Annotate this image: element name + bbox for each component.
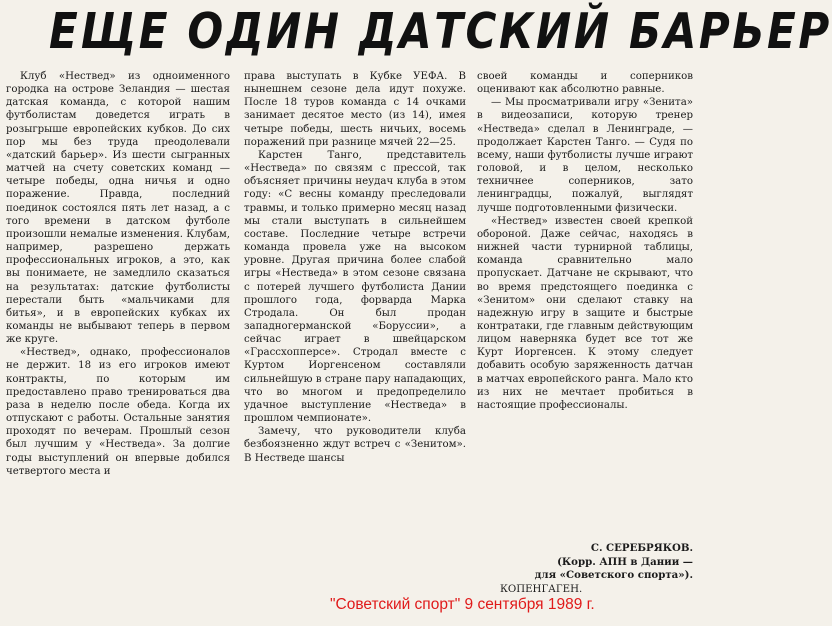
source-caption: "Советский спорт" 9 сентября 1989 г. xyxy=(330,596,595,613)
correspondent-line: для «Советского спорта»). xyxy=(534,569,693,581)
headline: ЕЩЕ ОДИН ДАТСКИЙ БАРЬЕР xyxy=(49,3,832,60)
article-column-1 xyxy=(6,70,230,478)
paragraph: Замечу, что руководители клуба безбоязненно ждут встреч с «Зенитом». В Нестведе шансы xyxy=(244,426,466,464)
article-column-3 xyxy=(477,70,693,412)
dateline-city: КОПЕНГАГЕН. xyxy=(500,584,583,595)
paragraph: — Мы просматривали игру «Зенита» в видеозаписи, которую тренер «Нестведа» сделал в Ленинграде, — продолжает Карстен Танго. — Судя по всему, наши футболисты лучше играют головой, и в целом, несколько техничнее соперников, зато ленинградцы, пожалуй, выглядят лучше подготовленными физически. xyxy=(477,97,693,214)
correspondent-line: (Корр. АПН в Дании — xyxy=(557,556,693,568)
paragraph: своей команды и соперников оценивают как абсолютно равные. xyxy=(477,71,693,96)
paragraph: Клуб «Нествед» из одноименного городка на острове Зеландия — шестая датская команда, с которой нашим футболистам доведется играть в розыгрыше европейских кубков. До сих пор мы без труда преодолевали «датский барьер». Из шести сыгранных матчей на счету советских команд — четыре победы, одна ничья и одно поражение. Правда, последний поединок состоялся пять лет назад, а с того времени в датском футболе произошли немалые изменения. Клубам, например, разрешено держать профессиональных игроков, а это, как вы понимаете, не замедлило сказаться на результатах: датские футболисты перестали быть «мальчиками для битья», и в европейских кубках их команды не выбывают теперь в первом же круге. xyxy=(6,71,230,346)
paragraph: права выступать в Кубке УЕФА. В нынешнем сезоне дела идут похуже. После 18 туров команда с 14 очками занимает десятое место (из 14), имея четыре победы, шесть ничьих, восемь поражений при разнице мячей 22—25. xyxy=(244,71,466,148)
author-signature: С. СЕРЕБРЯКОВ. xyxy=(590,542,693,554)
paragraph: «Нествед», однако, профессионалов не держит. 18 из его игроков имеют контракты, по которым им предоставлено право тренироваться два раза в неделю после обеда. Когда их отпускают с работы. Остальные занятия проходят по вечерам. Прошлый сезон был лучшим у «Нестведа». За долгие годы выступлений он впервые добился четвертого места и xyxy=(6,347,230,477)
article-column-2 xyxy=(244,70,466,465)
paragraph: Карстен Танго, представитель «Нестведа» по связям с прессой, так объясняет причины неудач клуба в этом году: «С весны команду преследовали травмы, и только примерно месяц назад мы стали выступать в сильнейшем составе. Последние четыре встречи команда провела уже на высоком уровне. Другая причина более слабой игры «Нестведа» в этом сезоне связана с потерей лучшего футболиста Дании прошлого года, форварда Марка Стродала. Он был продан западногерманской «Боруссии», а сейчас играет в швейцарском «Грассхопперсе». Стродал вместе с Куртом Иоргенсеном составляли сильнейшую в стране пару нападающих, что во многом и предопределило удачное выступление «Нестведа» в прошлом чемпионате». xyxy=(244,149,466,425)
paragraph: «Нествед» известен своей крепкой обороной. Даже сейчас, находясь в нижней части турнирной таблицы, команда сравнительно мало пропускает. Датчане не скрывают, что во время предстоящего поединка с «Зенитом» они сделают ставку на надежную игру в защите и быстрые контратаки, где главным действующим лицом наверняка будет все тот же Курт Иоргенсен. К этому следует добавить особую заряженность датчан в матчах европейского ранга. Мало кто из них не мечтает пробиться в настоящие профессионалы. xyxy=(477,215,693,411)
